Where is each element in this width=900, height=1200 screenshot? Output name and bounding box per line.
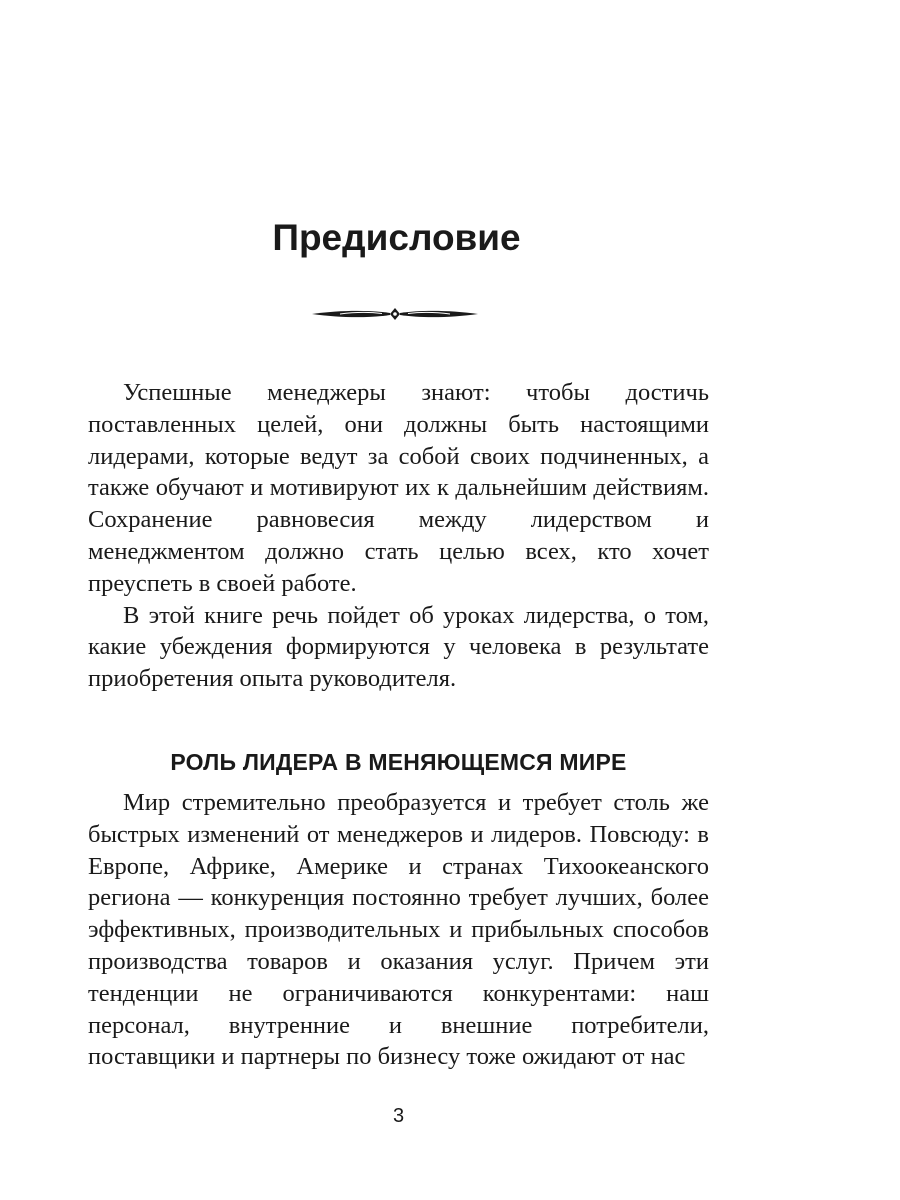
decorative-divider-icon (310, 303, 480, 325)
intro-paragraph: Успешные менеджеры знают: чтобы достичь поставленных целей, они должны быть настоящими лидерами, которые ведут за собой своих подчиненных, а также обучают и мотивируют их к дальнейшим действиям. Сохранение равновесия между лидерством и менеджментом должно стать целью всех, кто хочет преуспеть в своей работе. (88, 379, 709, 597)
page-number: 3 (392, 1105, 405, 1127)
section-heading: РОЛЬ ЛИДЕРА В МЕНЯЮЩЕМСЯ МИРЕ (170, 749, 627, 775)
page-title: Предисловие (272, 217, 521, 258)
section-paragraph: Мир стремительно преобразуется и требует столь же быстрых изменений от менеджеров и лидеров. Повсюду: в Европе, Африке, Америке и странах Тихоокеанского региона — конкуренция постоянно требует лучших, более эффективных, производительных и прибыльных способов производства товаров и оказания услуг. Причем эти тенденции не ограничиваются конкурентами: наш персонал, внутренние и внешние потребители, поставщики и партнеры по бизнесу тоже ожидают от нас (88, 789, 709, 1071)
section-text (88, 787, 709, 1073)
intro-paragraph: В этой книге речь пойдет об уроках лидерства, о том, какие убеждения формируются у человека в результате приобретения опыта руководителя. (88, 601, 709, 693)
intro-text (88, 377, 709, 695)
